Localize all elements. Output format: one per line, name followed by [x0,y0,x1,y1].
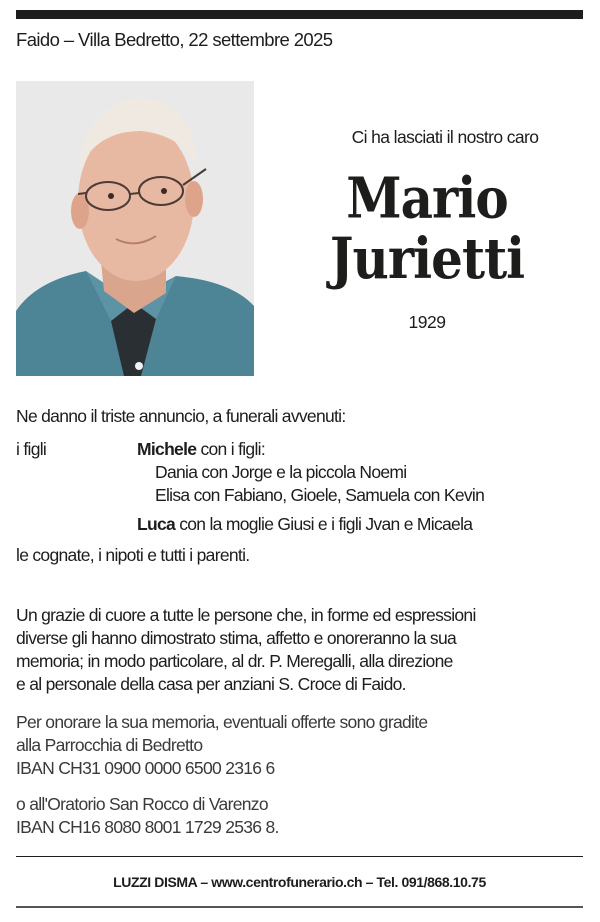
grandchild-line: Dania con Jorge e la piccola Noemi [155,462,407,482]
footer-rule-bottom [16,906,583,908]
donation-paragraph-2 [16,793,279,839]
children-label: i figli [16,439,47,459]
grandchild-line: Elisa con Fabiano, Gioele, Samuela con Kevin [155,485,485,505]
thanks-paragraph [16,604,476,696]
child-name: Michele [137,439,197,459]
birth-year: 1929 [408,312,446,332]
thanks-line: memoria; in modo particolare, al dr. P. Meregalli, alla direzione [16,651,453,671]
last-name: Jurietti [329,225,525,292]
funeral-home-footer: LUZZI DISMA – www.centrofunerario.ch – Tel. 091/868.10.75 [113,874,486,890]
iban-line: IBAN CH31 0900 0000 6500 2316 6 [16,758,275,778]
child-detail: con i figli: [196,439,266,459]
child-entry [137,439,265,460]
thanks-line: e al personale della casa per anziani S. Croce di Faido. [16,674,406,694]
donation-line: alla Parrocchia di Bedretto [16,735,203,755]
child-detail: con la moglie Giusi e i figli Jvan e Micaela [175,514,473,534]
iban-line: IBAN CH16 8080 8001 1729 2536 8. [16,817,279,837]
portrait-photo [16,81,254,376]
child-name: Luca [137,514,176,534]
child-entry [137,514,472,535]
donation-paragraph-1 [16,711,427,780]
dateline: Faido – Villa Bedretto, 22 settembre 2025 [16,29,333,50]
donation-line: o all'Oratorio San Rocco di Varenzo [16,794,268,814]
top-rule [16,10,583,19]
announcement-line: Ne danno il triste annuncio, a funerali avvenuti: [16,406,346,426]
footer-rule-top [16,856,583,857]
other-relatives: le cognate, i nipoti e tutti i parenti. [16,545,250,565]
deceased-name [302,164,552,292]
thanks-line: diverse gli hanno dimostrato stima, affetto e onoreranno la sua [16,628,457,648]
intro-text: Ci ha lasciati il nostro caro [351,127,539,147]
thanks-line: Un grazie di cuore a tutte le persone che, in forme ed espressioni [16,605,476,625]
first-name: Mario [346,164,508,231]
portrait-image [16,81,254,376]
donation-line: Per onorare la sua memoria, eventuali offerte sono gradite [16,712,428,732]
